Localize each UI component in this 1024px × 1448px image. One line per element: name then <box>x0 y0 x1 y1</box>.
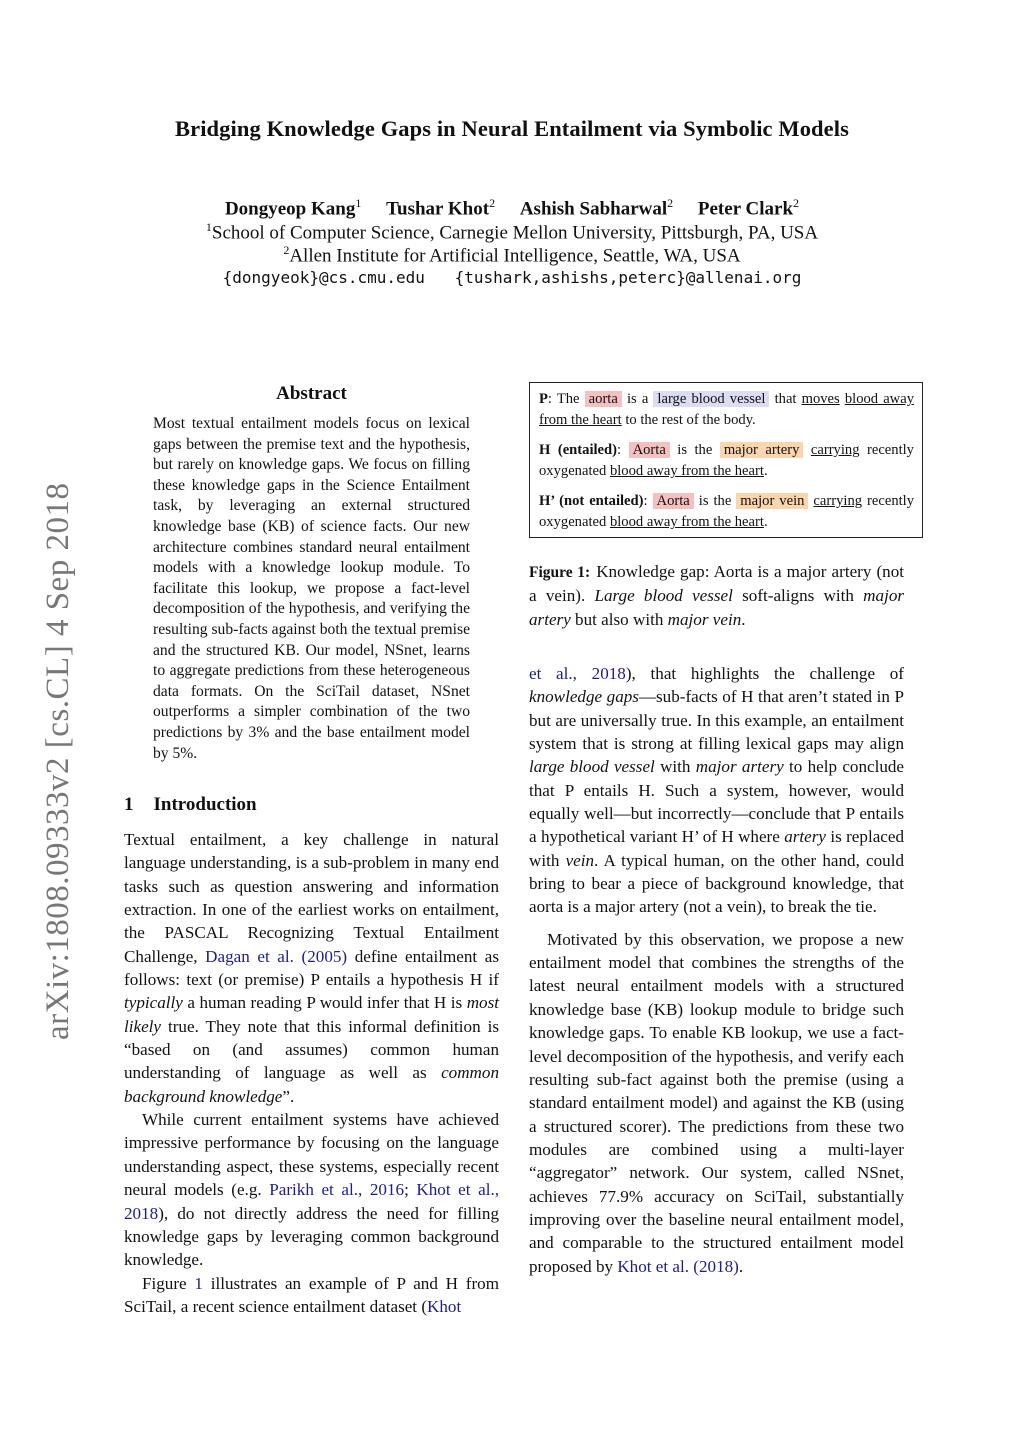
affiliation-1: $^1$School of Computer Science, Carnegie Mellon University, Pittsburgh, PA, USA <box>205 220 819 244</box>
highlight: major artery <box>720 442 804 458</box>
abstract-text: Most textual entailment models focus on lexical gaps between the premise text and the hypothesis, but rarely on knowledge gaps. We focus on filling these knowledge gaps in the Science Entailment task, by leveraging an external structured knowledge base (KB) of science facts. Our new architecture combines standard neural entailment models with a knowledge lookup module. To facilitate this lookup, we propose a fact-level decomposition of the hypothesis, and verifying the resulting sub-facts against both the textual premise and the structured KB. Our model, NSnet, learns to aggregate predictions from these heterogeneous data formats. On the SciTail dataset, NSnet outperforms a simpler combination of the two predictions by 3% and the base entailment model by 5%. <box>153 415 470 762</box>
citation-link[interactable]: Khot <box>427 1296 462 1316</box>
hypothesis-not-entailed-example: H’ (not entailed): Aorta is the major vein carrying recently oxygenated blood away from the heart. <box>539 493 915 530</box>
paragraph: et al., 2018), that highlights the challenge of knowledge gaps—sub-facts of H that aren’t stated in P but are universally true. In this example, an entailment system that is strong at filling lexical gaps may align large blood vessel with major artery to help conclude that P entails H. Such a system, however, would equally well—but incorrectly—conclude that P entails a hypothetical variant H’ of H where artery is replaced with vein. A typical human, on the other hand, could bring to bear a piece of background knowledge, that aorta is a major artery (not a vein), to break the tie. <box>529 664 905 917</box>
author: Tushar Khot$^2$ <box>386 196 496 220</box>
citation-link[interactable]: et al., 2018 <box>529 664 626 683</box>
hypothesis-entailed-example: H (entailed): Aorta is the major artery carrying recently oxygenated blood away from the heart. <box>539 442 914 479</box>
citation-link[interactable]: Khot et al. (2018) <box>617 1256 739 1276</box>
paragraph: Motivated by this observation, we propose a new entailment model that combines the strengths of the latest neural entailment models with a structured knowledge base (KB) lookup module to bridge such knowledge gaps. To enable KB lookup, we use a fact-level decomposition of the hypothesis, and verify each resulting sub-fact against both the premise (using a standard entailment model) and against the KB (using a structured scorer). The predictions from these two modules are combined using a multi-layer “aggregator” network. Our system, called NSnet, achieves 77.9% accuracy on SciTail, substantially improving over the baseline neural entailment model, and comparable to the structured entailment model proposed by Khot et al. (2018). <box>529 929 904 1276</box>
figure-1-caption: Figure 1: Knowledge gap: Aorta is a major artery (not a vein). Large blood vessel soft-aligns with major artery but also with major vein. <box>529 562 905 629</box>
abstract-heading: Abstract <box>276 383 347 404</box>
left-column <box>124 828 499 1318</box>
figure-1-box <box>529 382 923 538</box>
author-emails <box>0 268 1024 287</box>
right-column <box>529 662 904 1278</box>
citation-link[interactable]: Dagan et al. (2005) <box>205 946 348 966</box>
highlight: Aorta <box>653 493 694 509</box>
highlight: large blood vessel <box>653 391 769 407</box>
paragraph: Textual entailment, a key challenge in natural language understanding, is a sub-problem in many end tasks such as question answering and information extraction. In one of the earliest works on entailment, the PASCAL Recognizing Textual Entailment Challenge, Dagan et al. (2005) define entailment as follows: text (or premise) P entails a hypothesis H if typically a human reading P would infer that H is most likely true. They note that this informal definition is “based on (and assumes) common human understanding of language as well as common background knowledge”. <box>124 830 499 1106</box>
paragraph: Figure 1 illustrates an example of P and H from SciTail, a recent science entailment dataset (Khot <box>124 1273 499 1316</box>
highlight: aorta <box>585 391 622 407</box>
email: {dongyeok}@cs.cmu.edu <box>222 268 425 287</box>
affiliation-2: $^2$Allen Institute for Artificial Intelligence, Seattle, WA, USA <box>283 243 741 267</box>
author: Dongyeop Kang$^1$ <box>224 196 362 220</box>
arxiv-id: arXiv:1808.09333v2 [cs.CL] 4 Sep 2018 <box>40 482 76 1040</box>
paragraph: While current entailment systems have achieved impressive performance by focusing on the language understanding aspect, these systems, especially recent neural models (e.g. Parikh et al., 2016; Khot et al., 2018), do not directly address the need for filling knowledge gaps by leveraging common background knowledge. <box>124 1110 500 1270</box>
citation-link[interactable]: Parikh et al., 2016 <box>269 1180 405 1200</box>
section-heading: 1 Introduction <box>124 794 257 815</box>
author: Peter Clark$^2$ <box>697 196 800 220</box>
citation-link[interactable]: Khot et al., 2018 <box>124 1180 500 1223</box>
paper-title: Bridging Knowledge Gaps in Neural Entailment via Symbolic Models <box>175 116 849 141</box>
email: {tushark,ashishs,peterc}@allenai.org <box>454 268 802 287</box>
figure-ref-link[interactable]: 1 <box>194 1273 203 1293</box>
highlight: major vein <box>736 493 808 509</box>
author: Ashish Sabharwal$^2$ <box>519 196 674 220</box>
highlight: Aorta <box>629 442 670 458</box>
premise-example: P: The aorta is a large blood vessel that moves blood away from the heart to the rest of the body. <box>539 391 914 428</box>
author-list <box>0 196 1024 220</box>
